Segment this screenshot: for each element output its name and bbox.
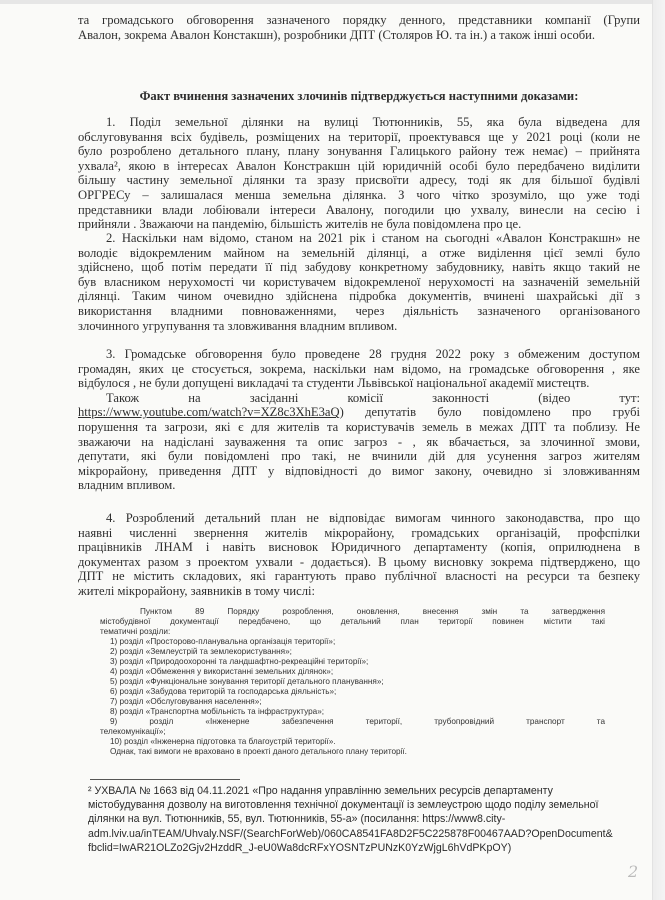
text-line: зважаючи на надіслані зауваження та опис загроз - , як вбачається, за злочинної змови, — [78, 434, 640, 449]
text-line: громадян, яких це стосується, зокрема, наскільки нам відомо, на громадське обговорення , яке — [78, 361, 640, 376]
text-line: здійснено, щоб потім передати її під забудову конкретному забудовнику, навіть якщо такий не — [78, 260, 640, 275]
text-line: Авалон, зокрема Авалон Констакшн), розробники ДПТ (Столяров Ю. та ін.) а також інші особи. — [78, 27, 596, 42]
text-line: Пунктом 89 Порядку розроблення, оновлення, внесення змін та затвердження — [140, 607, 605, 616]
text-line: був власником нерухомості чи користувачем відокремленої нерухомості на зазначеній земельній — [78, 274, 640, 289]
text-line: наявні численні звернення жителів мікрорайону, громадських організацій, профспілки — [78, 525, 640, 540]
text-line: більшу частину земельної ділянки та зразу присвоїти адресу, тоді як для більшої будівлі — [78, 173, 640, 188]
section-heading: Факт вчинення зазначених злочинів підтверджується наступними доказами: — [139, 89, 579, 103]
text-line: порушення та загрози, які є для жителів та користувачів земель в межах ДПТ та поблизу. Не — [78, 419, 640, 434]
text-line: тематичні розділи: — [100, 627, 171, 636]
text-line: прийняли . Зважаючи на пандемію, більшість жителів не була повідомлена про це. — [78, 217, 522, 232]
text-line: 5) розділ «Функціональне зонування території детального планування»; — [110, 677, 384, 686]
paragraph-2 — [78, 231, 640, 333]
text-line: мікрорайону, приведення ДПТ у відповідності до вимог закону, очевидно зі зловживанням — [78, 463, 640, 478]
text-line: ухвала², якою в інтересах Авалон Констракшн цій юридичній особі було передбачено виділити — [78, 158, 640, 173]
text-line: ) депутатів було повідомлено про грубі — [339, 405, 640, 420]
text-line: було розроблено детального плану, плану зонування Галицького району теж немає) – прийнята — [78, 144, 640, 159]
footnote — [88, 784, 628, 855]
text-line: владним впливом. — [78, 478, 176, 493]
text-line: 3. Громадське обговорення було проведене 28 грудня 2022 року з обмеженим доступом — [106, 347, 640, 361]
text-line: та громадського обговорення зазначеного порядку денного, представники компанії (Групи — [78, 13, 640, 27]
text-line: 1) розділ «Просторово-планувальна організація території»; — [110, 637, 336, 646]
text-line: документах разом з проектом ухвали - додається). В цьому висновку зокрема підтверджено, що — [78, 554, 640, 569]
paragraph-3 — [78, 347, 640, 391]
intro-paragraph — [78, 13, 640, 42]
text-line: телекомунікації»; — [100, 727, 166, 736]
text-line: 2. Наскільки нам відомо, станом на 2021 рік і станом на сьогодні «Авалон Констракшн» не — [106, 231, 640, 245]
text-line: представники влади лобіювали інтереси Авалону, погодили цю ухвалу, винесли на сесію і — [78, 202, 640, 217]
text-line: депутати, які були повідомлені про такі, не вчинили дій для усунення загроз жителям — [78, 449, 640, 464]
text-line: 4) розділ «Обмеження у використанні земельних ділянок»; — [110, 667, 334, 676]
text-line: ² УХВАЛА № 1663 від 04.11.2021 «Про надання управлінню земельних ресурсів департаменту — [88, 785, 553, 797]
text-line: ОРГРЕСу – залишалася менша земельна ділянка. З чого чітко зрозуміло, що уже тоді — [78, 187, 640, 202]
text-line: жителі мікрорайону, заявників в тому числі: — [78, 583, 315, 598]
text-line: fbclid=IwAR21OLZo2Gjv2HzddR_J-eU0Wa8dcRFxYOSNTzPUNzK0YzWjgL6hVdPKpOY) — [88, 841, 512, 854]
text-line: працівників ЛНАМ і навіть висновок Юридичного департаменту (копія, оприлюднена в — [78, 540, 640, 555]
text-line: 10) розділ «Інженерна підготовка та благоустрій території». — [110, 737, 336, 746]
text-line: Однак, такі вимоги не враховано в проекті даного детального плану території. — [110, 747, 407, 756]
scan-right-edge — [652, 0, 665, 900]
text-line: відбулося , не були допущені викладачі та студенти Львівської національної академії мистецтв. — [78, 376, 590, 391]
text-line: 4. Розроблений детальний план не відповідає вимогам чинного законодавства, про що — [106, 511, 640, 525]
paragraph-4 — [78, 511, 640, 599]
text-line: ДПТ не містить складових, які гарантують право публічної власності на ресурси та безпеку — [78, 569, 640, 584]
text-line: Також на засіданні комісії законності (відео тут: — [106, 390, 640, 405]
text-line: 1. Поділ земельної ділянки на вулиці Тютюнників, 55, яка була відведена для — [106, 115, 640, 129]
text-line: обслуговування всіх будівель, розміщених на території, проектувався ще у 2021 році (коли не — [78, 129, 640, 144]
quoted-excerpt — [100, 607, 605, 757]
text-line: володіє відокремленим майном на земельній ділянці, а отже виділення цієї землі було — [78, 245, 640, 260]
text-line: містобудівної документації передбачено, що детальний план території повинен містити такі — [100, 617, 605, 626]
text-line: ділянці. Таким чином очевидно здійснена підробка документів, вчинені шахрайські дії з — [78, 289, 640, 304]
footnote-divider — [90, 779, 240, 780]
scan-top-edge — [0, 0, 665, 4]
text-line: 3) розділ «Природоохоронні та ландшафтно-рекреаційні території»; — [110, 657, 369, 666]
text-line: використання владними повноваженнями, через діяльність зазначеного організованого — [78, 303, 640, 318]
text-line: злочинного угрупування та зловживання владним впливом. — [78, 318, 398, 333]
paragraph-3-commission — [78, 391, 640, 493]
text-line: ділянки на вул. Тютюнників, 55, вул. Тютюнників, 55-а» (посилання: https://www8.city- — [88, 813, 506, 826]
text-line: містобудування дозволу на виготовлення технічної документації із землеустрою щодо поділу земельної — [88, 799, 599, 812]
paragraph-1 — [78, 115, 640, 232]
youtube-link[interactable]: https://www.youtube.com/watch?v=XZ8c3XhE3aQ — [78, 405, 340, 420]
text-line: 9) розділ «Інженерне забезпечення території, трубопровідний транспорт та — [110, 717, 605, 726]
page-number: 2 — [628, 862, 639, 881]
text-line: 8) розділ «Транспортна мобільність та інфраструктура»; — [110, 707, 325, 716]
text-line: adm.lviv.ua/inTEAM/Uhvaly.NSF/(SearchForWeb)/060CA8541FA8D2F5C225878F00467AAD?OpenDocument& — [88, 827, 613, 840]
text-line: 6) розділ «Забудова територій та господарська діяльність»; — [110, 687, 337, 696]
text-line: 2) розділ «Землеустрій та землекористування»; — [110, 647, 292, 656]
text-line: 7) розділ «Обслуговування населення»; — [110, 697, 262, 706]
